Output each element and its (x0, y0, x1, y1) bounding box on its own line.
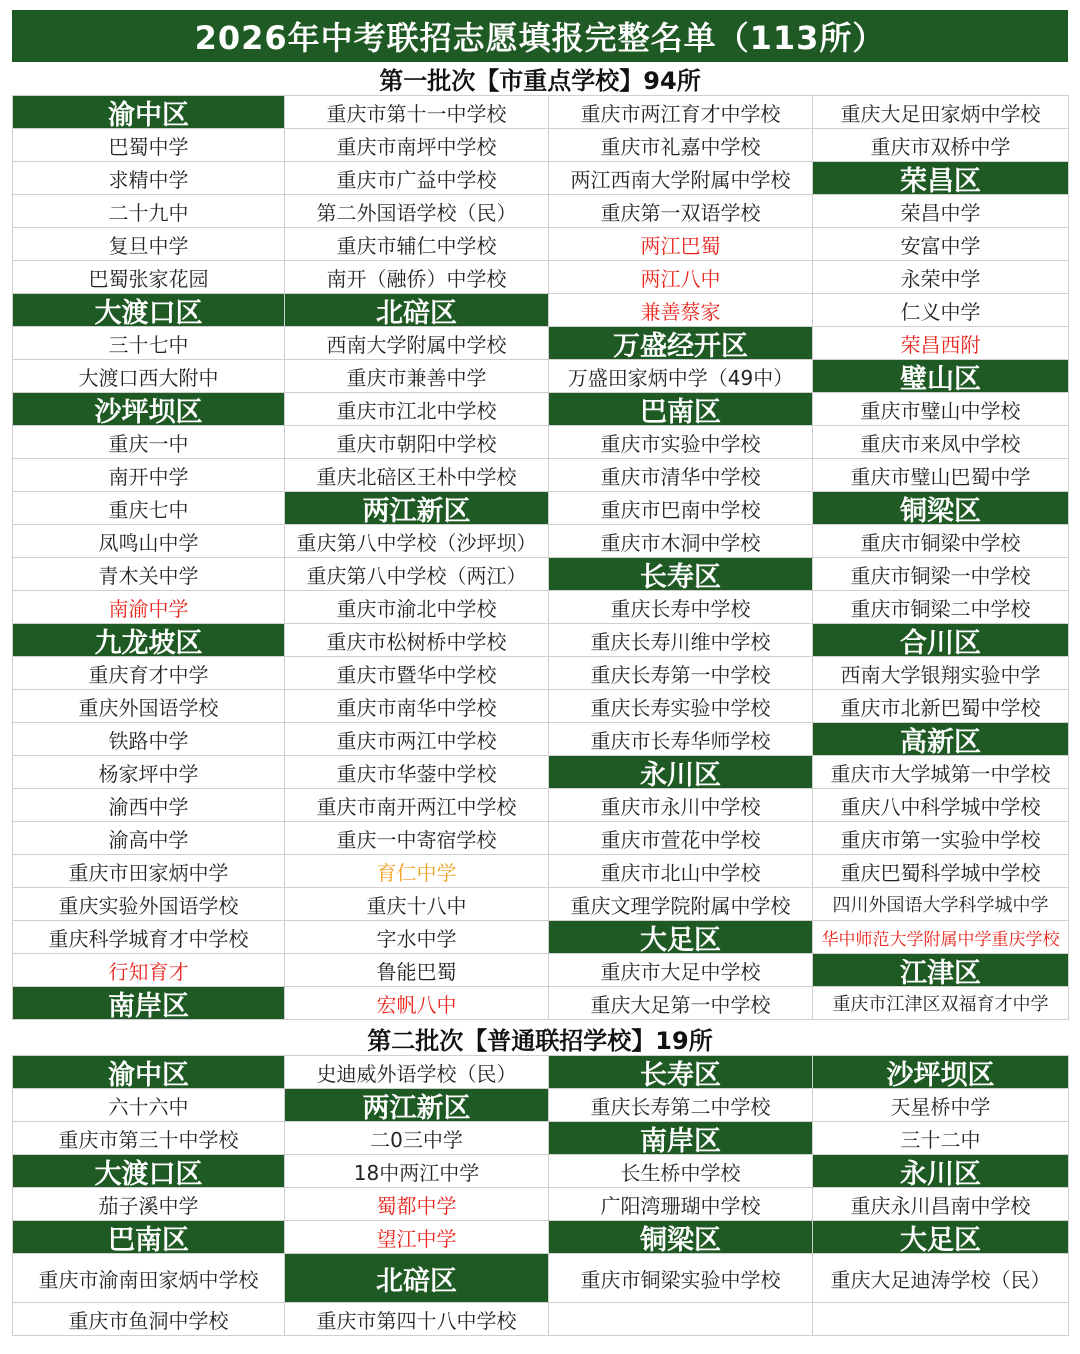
school-cell: 重庆市辅仁中学校 (285, 228, 549, 261)
district-header: 铜梁区 (549, 1221, 813, 1254)
school-cell: 重庆长寿第二中学校 (549, 1089, 813, 1122)
school-cell: 重庆市南坪中学校 (285, 129, 549, 162)
school-cell: 安富中学 (813, 228, 1069, 261)
school-cell: 重庆市长寿华师学校 (549, 723, 813, 756)
school-cell: 重庆大足第一中学校 (549, 987, 813, 1020)
school-cell: 鲁能巴蜀 (285, 954, 549, 987)
district-header: 长寿区 (549, 558, 813, 591)
school-cell: 求精中学 (13, 162, 285, 195)
school-cell: 重庆大足迪涛学校（民） (813, 1254, 1069, 1303)
school-cell: 重庆市大足中学校 (549, 954, 813, 987)
school-cell: 重庆市萱花中学校 (549, 822, 813, 855)
school-cell: 南开中学 (13, 459, 285, 492)
district-header: 永川区 (549, 756, 813, 789)
school-cell: 渝西中学 (13, 789, 285, 822)
school-cell: 铁路中学 (13, 723, 285, 756)
school-cell: 重庆永川昌南中学校 (813, 1188, 1069, 1221)
school-cell: 三十七中 (13, 327, 285, 360)
school-cell: 凤鸣山中学 (13, 525, 285, 558)
school-cell: 两江八中 (549, 261, 813, 294)
school-cell: 重庆市华蓥中学校 (285, 756, 549, 789)
school-cell: 重庆市永川中学校 (549, 789, 813, 822)
school-cell: 重庆市礼嘉中学校 (549, 129, 813, 162)
school-cell: 蜀都中学 (285, 1188, 549, 1221)
batch2-heading: 第二批次【普通联招学校】19所 (12, 1022, 1068, 1055)
school-cell: 重庆市第十一中学校 (285, 96, 549, 129)
school-cell: 重庆大足田家炳中学校 (813, 96, 1069, 129)
school-cell: 重庆十八中 (285, 888, 549, 921)
school-cell: 兼善蔡家 (549, 294, 813, 327)
school-cell: 重庆长寿中学校 (549, 591, 813, 624)
school-cell: 重庆第一双语学校 (549, 195, 813, 228)
school-cell: 长生桥中学校 (549, 1155, 813, 1188)
school-cell: 大渡口西大附中 (13, 360, 285, 393)
school-cell: 重庆市来凤中学校 (813, 426, 1069, 459)
page-title: 2026年中考联招志愿填报完整名单（113所） (12, 10, 1068, 62)
school-cell: 重庆市第三十中学校 (13, 1122, 285, 1155)
district-header: 大渡口区 (13, 1155, 285, 1188)
school-cell: 重庆市两江育才中学校 (549, 96, 813, 129)
school-cell: 重庆育才中学 (13, 657, 285, 690)
school-cell: 重庆市田家炳中学 (13, 855, 285, 888)
district-header: 北碚区 (285, 1254, 549, 1303)
district-header: 南岸区 (13, 987, 285, 1020)
district-header: 两江新区 (285, 492, 549, 525)
school-cell: 行知育才 (13, 954, 285, 987)
school-cell: 史迪威外语学校（民） (285, 1056, 549, 1089)
school-cell: 重庆北碚区王朴中学校 (285, 459, 549, 492)
school-cell: 重庆市铜梁中学校 (813, 525, 1069, 558)
school-cell: 青木关中学 (13, 558, 285, 591)
school-cell: 重庆市广益中学校 (285, 162, 549, 195)
school-cell: 重庆巴蜀科学城中学校 (813, 855, 1069, 888)
school-cell: 西南大学银翔实验中学 (813, 657, 1069, 690)
district-header: 两江新区 (285, 1089, 549, 1122)
school-cell: 重庆市暨华中学校 (285, 657, 549, 690)
school-cell: 重庆外国语学校 (13, 690, 285, 723)
district-header: 永川区 (813, 1155, 1069, 1188)
district-header: 江津区 (813, 954, 1069, 987)
school-cell: 重庆长寿川维中学校 (549, 624, 813, 657)
district-header: 荣昌区 (813, 162, 1069, 195)
school-cell: 重庆市渝北中学校 (285, 591, 549, 624)
district-header: 高新区 (813, 723, 1069, 756)
school-cell: 重庆市两江中学校 (285, 723, 549, 756)
district-header: 万盛经开区 (549, 327, 813, 360)
batch1-heading: 第一批次【市重点学校】94所 (12, 62, 1068, 95)
district-header: 九龙坡区 (13, 624, 285, 657)
school-cell: 重庆市第四十八中学校 (285, 1303, 549, 1336)
school-cell: 华中师范大学附属中学重庆学校 (813, 921, 1069, 954)
school-cell: 重庆市朝阳中学校 (285, 426, 549, 459)
district-header: 南岸区 (549, 1122, 813, 1155)
school-cell: 重庆市实验中学校 (549, 426, 813, 459)
school-cell: 重庆市铜梁一中学校 (813, 558, 1069, 591)
district-header: 大渡口区 (13, 294, 285, 327)
school-cell: 重庆市松树桥中学校 (285, 624, 549, 657)
school-cell: 重庆市北山中学校 (549, 855, 813, 888)
school-cell: 二十九中 (13, 195, 285, 228)
district-header: 璧山区 (813, 360, 1069, 393)
school-cell: 南渝中学 (13, 591, 285, 624)
school-cell: 三十二中 (813, 1122, 1069, 1155)
school-cell: 重庆市南开两江中学校 (285, 789, 549, 822)
school-cell: 重庆第八中学校（沙坪坝） (285, 525, 549, 558)
school-cell: 广阳湾珊瑚中学校 (549, 1188, 813, 1221)
school-cell: 重庆科学城育才中学校 (13, 921, 285, 954)
school-cell: 重庆市璧山巴蜀中学 (813, 459, 1069, 492)
school-cell: 重庆市江津区双福育才中学 (813, 987, 1069, 1020)
school-cell: 巴蜀中学 (13, 129, 285, 162)
school-cell: 两江西南大学附属中学校 (549, 162, 813, 195)
school-cell: 重庆市双桥中学 (813, 129, 1069, 162)
school-cell: 重庆第八中学校（两江） (285, 558, 549, 591)
school-cell: 永荣中学 (813, 261, 1069, 294)
school-cell: 西南大学附属中学校 (285, 327, 549, 360)
district-header: 长寿区 (549, 1056, 813, 1089)
school-cell: 18中两江中学 (285, 1155, 549, 1188)
school-cell: 字水中学 (285, 921, 549, 954)
school-cell: 荣昌西附 (813, 327, 1069, 360)
school-cell: 复旦中学 (13, 228, 285, 261)
school-cell: 二0三中学 (285, 1122, 549, 1155)
school-cell: 重庆一中寄宿学校 (285, 822, 549, 855)
school-cell: 望江中学 (285, 1221, 549, 1254)
school-cell: 重庆市大学城第一中学校 (813, 756, 1069, 789)
district-header: 渝中区 (13, 1056, 285, 1089)
school-cell: 天星桥中学 (813, 1089, 1069, 1122)
school-cell: 南开（融侨）中学校 (285, 261, 549, 294)
district-header: 巴南区 (549, 393, 813, 426)
school-cell: 重庆长寿第一中学校 (549, 657, 813, 690)
school-cell: 重庆文理学院附属中学校 (549, 888, 813, 921)
school-cell: 万盛田家炳中学（49中） (549, 360, 813, 393)
school-cell: 第二外国语学校（民） (285, 195, 549, 228)
district-header: 铜梁区 (813, 492, 1069, 525)
school-cell: 重庆八中科学城中学校 (813, 789, 1069, 822)
school-cell: 重庆实验外国语学校 (13, 888, 285, 921)
school-cell: 六十六中 (13, 1089, 285, 1122)
school-cell: 重庆市璧山中学校 (813, 393, 1069, 426)
school-cell: 四川外国语大学科学城中学 (813, 888, 1069, 921)
school-cell: 重庆市第一实验中学校 (813, 822, 1069, 855)
school-cell: 巴蜀张家花园 (13, 261, 285, 294)
district-header: 沙坪坝区 (813, 1056, 1069, 1089)
school-cell: 重庆市木洞中学校 (549, 525, 813, 558)
school-cell: 重庆市北新巴蜀中学校 (813, 690, 1069, 723)
district-header: 合川区 (813, 624, 1069, 657)
district-header: 北碚区 (285, 294, 549, 327)
school-cell: 育仁中学 (285, 855, 549, 888)
school-cell: 两江巴蜀 (549, 228, 813, 261)
school-cell: 茄子溪中学 (13, 1188, 285, 1221)
district-header: 巴南区 (13, 1221, 285, 1254)
school-cell: 重庆市江北中学校 (285, 393, 549, 426)
school-cell: 杨家坪中学 (13, 756, 285, 789)
school-cell: 重庆市巴南中学校 (549, 492, 813, 525)
school-cell: 荣昌中学 (813, 195, 1069, 228)
school-cell (813, 1303, 1069, 1336)
school-cell: 重庆市渝南田家炳中学校 (13, 1254, 285, 1303)
school-cell: 渝高中学 (13, 822, 285, 855)
school-cell: 重庆七中 (13, 492, 285, 525)
district-header: 渝中区 (13, 96, 285, 129)
batch2-table (12, 1055, 1069, 1336)
school-cell: 重庆市铜梁实验中学校 (549, 1254, 813, 1303)
batch1-table (12, 95, 1069, 1020)
school-cell: 重庆市铜梁二中学校 (813, 591, 1069, 624)
school-cell: 重庆市鱼洞中学校 (13, 1303, 285, 1336)
district-header: 沙坪坝区 (13, 393, 285, 426)
school-cell: 宏帆八中 (285, 987, 549, 1020)
school-cell (549, 1303, 813, 1336)
school-cell: 重庆长寿实验中学校 (549, 690, 813, 723)
school-cell: 重庆市清华中学校 (549, 459, 813, 492)
district-header: 大足区 (813, 1221, 1069, 1254)
school-cell: 仁义中学 (813, 294, 1069, 327)
school-cell: 重庆市南华中学校 (285, 690, 549, 723)
school-cell: 重庆市兼善中学 (285, 360, 549, 393)
school-cell: 重庆一中 (13, 426, 285, 459)
district-header: 大足区 (549, 921, 813, 954)
